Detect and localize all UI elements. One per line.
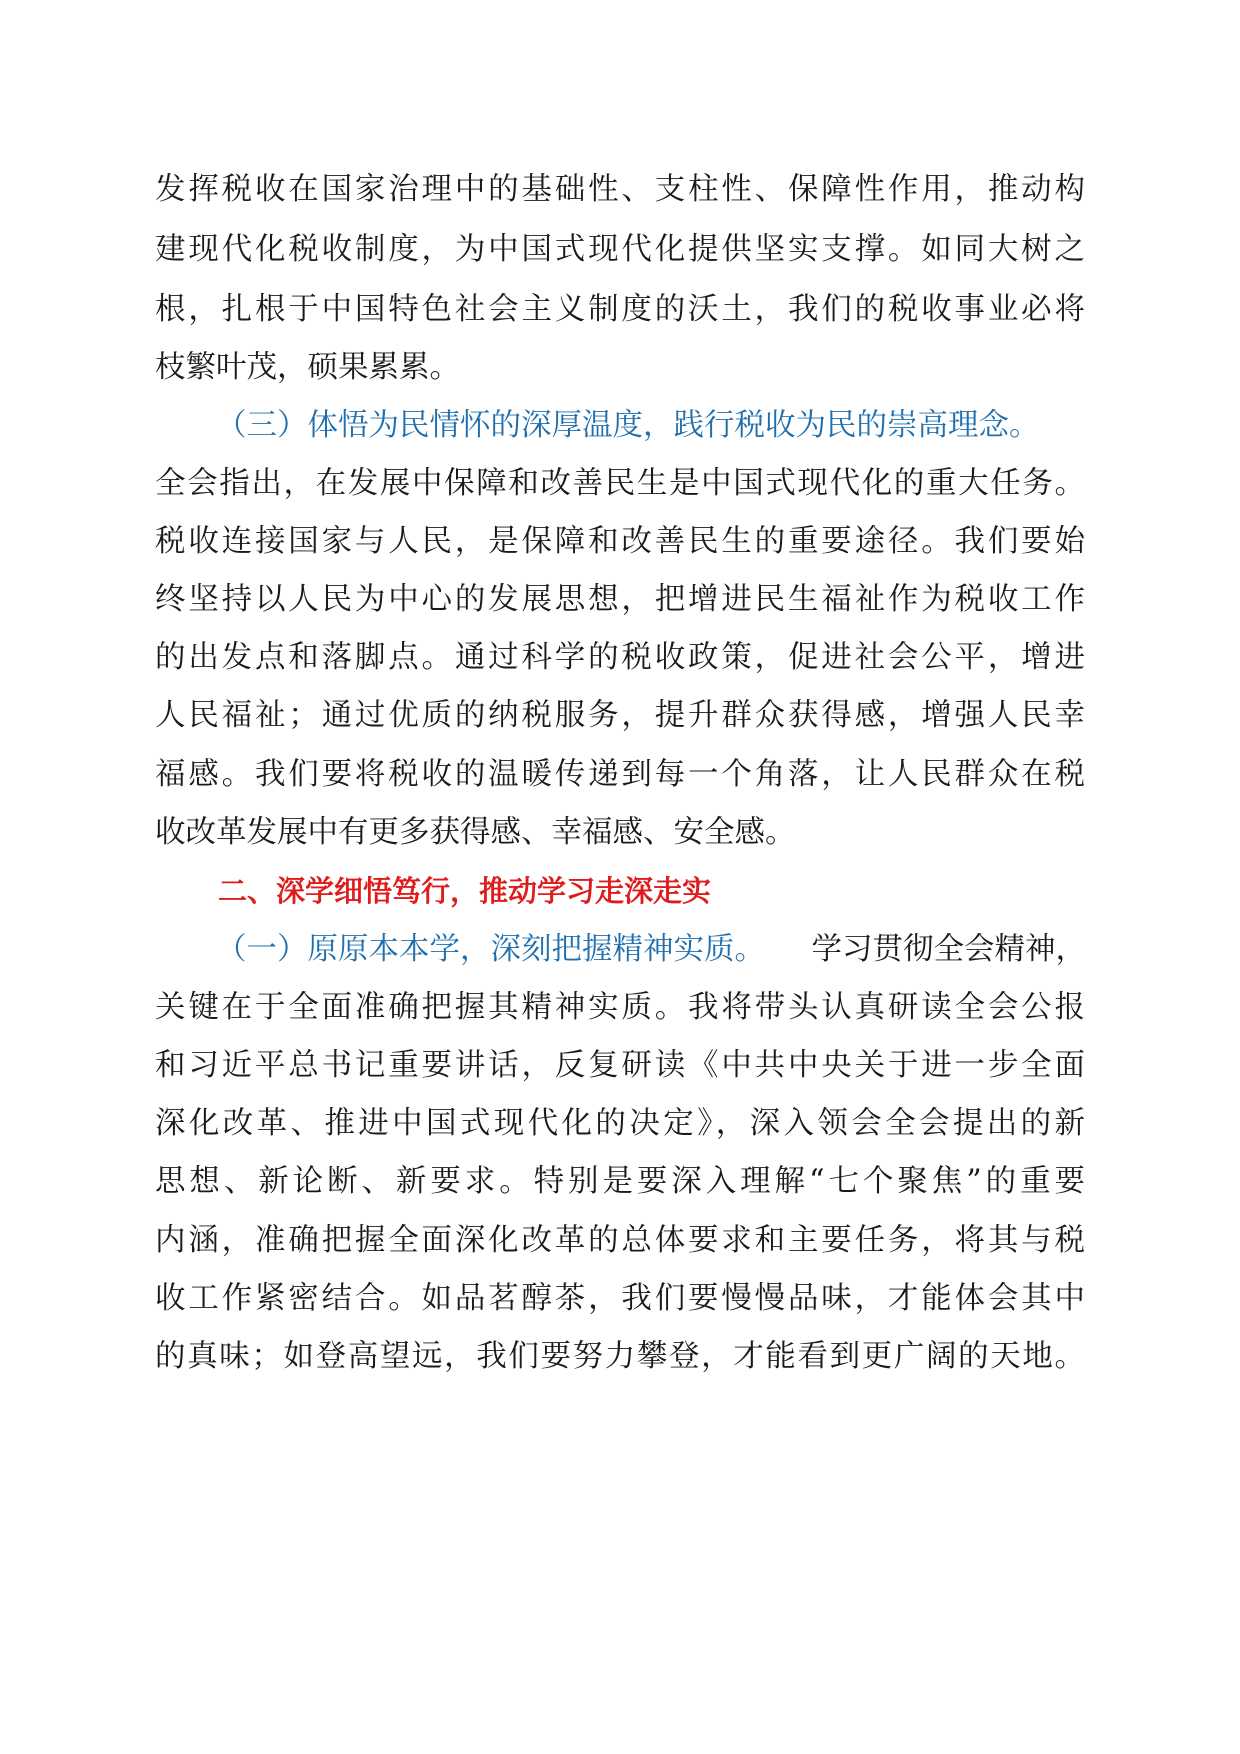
paragraph-line: 深化改革、推进中国式现代化的决定》，深入领会全会提出的新: [155, 1106, 1085, 1141]
paragraph-line: 的出发点和落脚点。通过科学的税收政策，促进社会公平，增进: [155, 640, 1085, 675]
paragraph-line: 和习近平总书记重要讲话，反复研读《中共中央关于进一步全面: [155, 1048, 1085, 1083]
paragraph-line: 收工作紧密结合。如品茗醇茶，我们要慢慢品味，才能体会其中: [155, 1281, 1085, 1316]
part-two-heading: 二、深学细悟笃行，推动学习走深走实: [218, 874, 712, 908]
paragraph-line: 发挥税收在国家治理中的基础性、支柱性、保障性作用，推动构: [155, 172, 1085, 207]
paragraph-line: 收改革发展中有更多获得感、幸福感、安全感。: [155, 815, 796, 850]
section-one-heading-tail: 学习贯彻全会精神，: [811, 932, 1086, 967]
paragraph-line: 全会指出，在发展中保障和改善民生是中国式现代化的重大任务。: [155, 466, 1085, 501]
paragraph-line: 建现代化税收制度，为中国式现代化提供坚实支撑。如同大树之: [155, 232, 1085, 267]
paragraph-line: 终坚持以人民为中心的发展思想，把增进民生福祉作为税收工作: [155, 582, 1085, 617]
paragraph-line: 关键在于全面准确把握其精神实质。我将带头认真研读全会公报: [155, 990, 1085, 1025]
paragraph-line: 根，扎根于中国特色社会主义制度的沃土，我们的税收事业必将: [155, 292, 1085, 327]
paragraph-line: 思想、新论断、新要求。特别是要深入理解“七个聚焦”的重要: [155, 1164, 1085, 1199]
paragraph-line: 人民福祉；通过优质的纳税服务，提升群众获得感，增强人民幸: [155, 698, 1085, 733]
paragraph-line: 枝繁叶茂，硕果累累。: [155, 350, 460, 385]
section-one-heading: （一）原原本本学，深刻把握精神实质。: [216, 932, 765, 967]
paragraph-line: 的真味；如登高望远，我们要努力攀登，才能看到更广阔的天地。: [155, 1339, 1085, 1374]
section-one-heading-line: [216, 930, 1086, 970]
paragraph-line: 税收连接国家与人民，是保障和改善民生的重要途径。我们要始: [155, 524, 1085, 559]
section-three-heading: （三）体悟为民情怀的深厚温度，践行税收为民的崇高理念。: [216, 408, 1040, 443]
paragraph-line: 福感。我们要将税收的温暖传递到每一个角落，让人民群众在税: [155, 757, 1085, 792]
paragraph-line: 内涵，准确把握全面深化改革的总体要求和主要任务，将其与税: [155, 1223, 1085, 1258]
